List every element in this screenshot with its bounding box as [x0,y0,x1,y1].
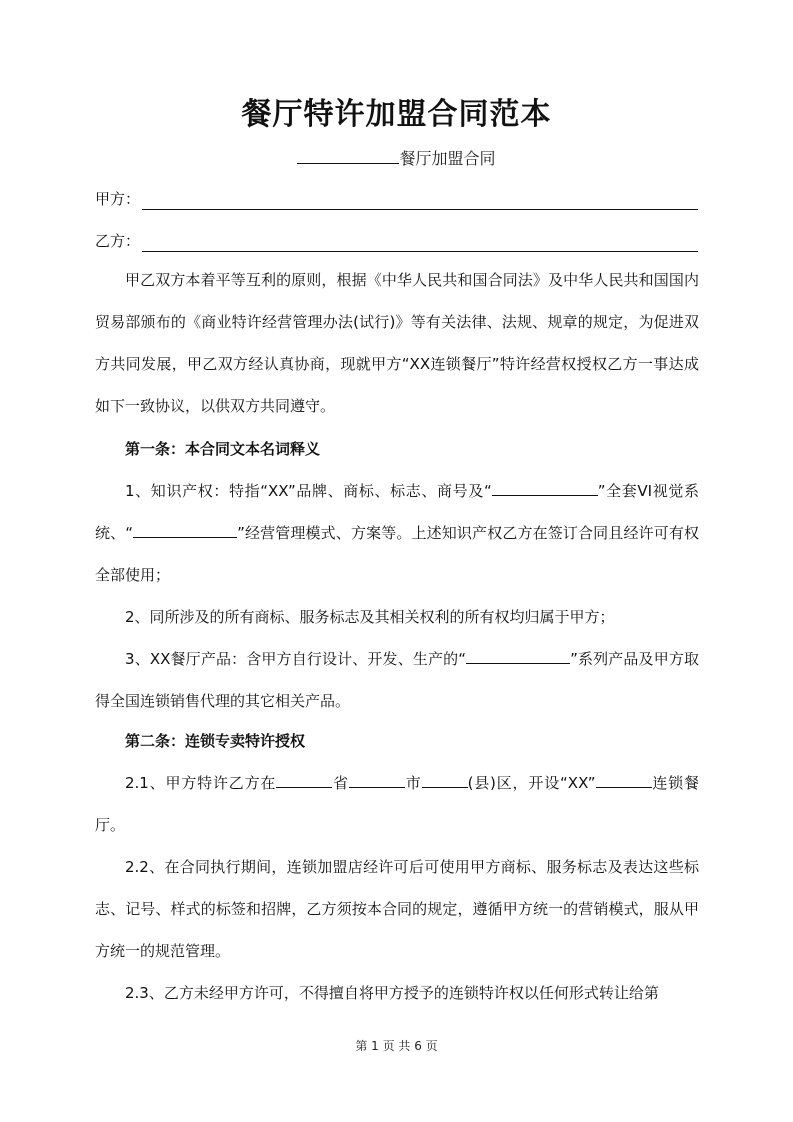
brand-system-blank[interactable] [492,477,598,496]
article-2-heading: 第二条：连锁专卖特许授权 [125,732,306,750]
article-1-clause-1 [95,470,699,596]
article-2-clause-3: 2.3、乙方未经甲方许可，不得擅自将甲方授予的连锁特许权以任何形式转让给第 [125,984,659,1002]
store-name-blank[interactable] [596,769,652,788]
clause-text: ”系列产品及甲方取得全国连锁销售代理的其它相关产品。 [95,650,699,710]
party-b-blank[interactable] [142,237,698,252]
party-a-blank[interactable] [142,195,698,210]
clause-text: 连锁餐厅。 [95,774,699,834]
product-series-blank[interactable] [466,645,570,664]
party-b-label: 乙方： [95,232,141,250]
party-a-label: 甲方： [95,190,141,208]
city-blank[interactable] [349,769,405,788]
article-2-clause-2: 2.2、在合同执行期间，连锁加盟店经许可后可使用甲方商标、服务标志及表达这些标志、记号、样式的标签和招牌，乙方须按本合同的规定，遵循甲方统一的营销模式，服从甲方统一的规范管理。 [95,858,699,960]
intro-paragraph: 甲乙双方本着平等互利的原则，根据《中华人民共和国合同法》及中华人民共和国国内贸易部颁布的《商业特许经营管理办法(试行)》等有关法律、法规、规章的规定，为促进双方共同发展，甲乙双方经认真协商，现就甲方“XX连锁餐厅”特许经营权授权乙方一事达成如下一致协议，以供双方共同遵守。 [95,271,699,415]
clause-text: (县)区，开设“XX” [467,774,596,792]
document-title: 餐厅特许加盟合同范本 [241,97,552,132]
article-1-clause-3 [95,638,699,722]
province-blank[interactable] [276,769,332,788]
page-number: 第 1 页 共 6 页 [355,1039,438,1053]
clause-text: 3、XX餐厅产品：含甲方自行设计、开发、生产的“ [125,650,467,668]
clause-text: 2.1、甲方特许乙方在 [125,774,277,792]
subtitle-text: 餐厅加盟合同 [399,149,496,168]
document-subtitle [0,146,793,171]
district-blank[interactable] [422,769,468,788]
party-b-row [95,230,698,252]
clause-text: ”经营管理模式、方案等。上述知识产权乙方在签订合同且经许可有权全部使用； [95,524,699,584]
article-1-heading: 第一条：本合同文本名词释义 [125,440,321,458]
article-2-clause-1 [95,762,699,846]
clause-text: ”全套VI视觉系统、“ [95,482,699,542]
management-model-blank[interactable] [133,519,237,538]
clause-text: 市 [404,774,422,792]
clause-text: 省 [332,774,349,792]
party-a-row [95,188,698,210]
clause-text: 1、知识产权：特指“XX”品牌、商标、标志、商号及“ [125,482,492,500]
subtitle-blank[interactable] [297,146,399,164]
article-1-clause-2: 2、同所涉及的所有商标、服务标志及其相关权利的所有权均归属于甲方； [125,608,615,626]
